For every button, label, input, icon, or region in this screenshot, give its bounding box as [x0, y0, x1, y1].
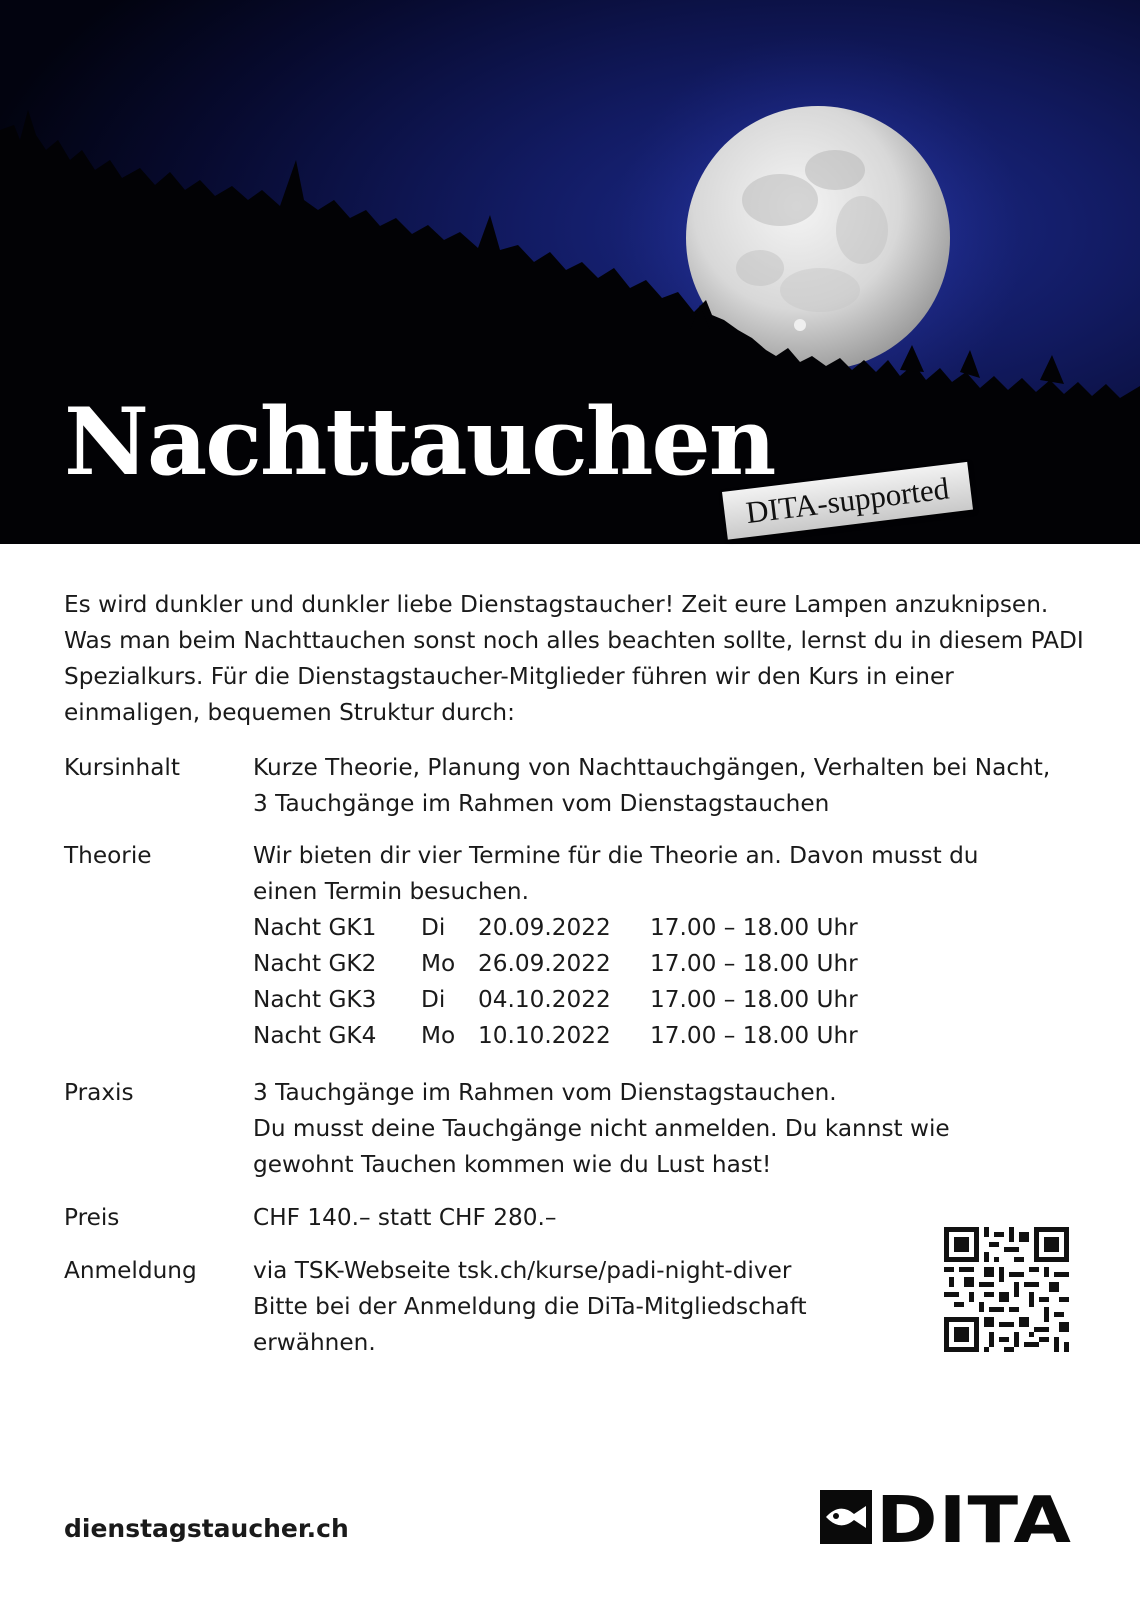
- theorie-text: Wir bieten dir vier Termine für die Theorie an. Davon musst du einen Termin besuchen.: [253, 842, 979, 905]
- schedule-date: 26.09.2022: [478, 950, 611, 977]
- anmeldung-note: Bitte bei der Anmeldung die DiTa-Mitgliedschaft erwähnen.: [253, 1293, 807, 1356]
- schedule-day: Di: [421, 914, 446, 941]
- praxis-label: Praxis: [64, 1079, 134, 1106]
- dita-supported-badge: DITA-supported: [722, 462, 973, 540]
- schedule-date: 20.09.2022: [478, 914, 611, 941]
- anmeldung-link[interactable]: via TSK-Webseite tsk.ch/kurse/padi-night-diver: [253, 1257, 792, 1284]
- schedule-course: Nacht GK1: [253, 914, 377, 941]
- intro-paragraph: Es wird dunkler und dunkler liebe Dienstagstaucher! Zeit eure Lampen anzuknipsen. Was man beim Nachttauchen sonst noch alles beachten sollte, lernst du in diesem PADI Spezialkurs. Für die Dienstagstaucher-Mitglieder führen wir den Kurs in einer einmaligen, bequemen Struktur durch:: [64, 591, 1084, 726]
- dita-logo: [820, 1490, 1074, 1544]
- praxis-line-1: 3 Tauchgänge im Rahmen vom Dienstagstauchen.: [253, 1079, 837, 1106]
- anmeldung-label: Anmeldung: [64, 1257, 197, 1284]
- praxis-line-2: Du musst deine Tauchgänge nicht anmelden. Du kannst wie gewohnt Tauchen kommen wie du Lust hast!: [253, 1115, 950, 1178]
- anmeldung-text: [253, 1253, 873, 1361]
- kursinhalt-text: Kurze Theorie, Planung von Nachttauchgängen, Verhalten bei Nacht, 3 Tauchgänge im Rahmen vom Dienstagstauchen: [253, 754, 1051, 817]
- preis-label: Preis: [64, 1204, 120, 1231]
- schedule-date: 10.10.2022: [478, 1022, 611, 1049]
- website-link[interactable]: dienstagstaucher.ch: [64, 1514, 349, 1543]
- praxis-text: [253, 1075, 1013, 1183]
- theorie-label: Theorie: [64, 842, 152, 869]
- kursinhalt-label: Kursinhalt: [64, 754, 180, 781]
- schedule-day: Mo: [421, 1022, 456, 1049]
- page-title: Nachttauchen: [64, 387, 775, 496]
- schedule-time: 17.00 – 18.00 Uhr: [650, 986, 858, 1013]
- schedule-time: 17.00 – 18.00 Uhr: [650, 1022, 858, 1049]
- qr-code[interactable]: [944, 1227, 1069, 1352]
- schedule-course: Nacht GK2: [253, 950, 377, 977]
- schedule-time: 17.00 – 18.00 Uhr: [650, 914, 858, 941]
- schedule-day: Di: [421, 986, 446, 1013]
- schedule-time: 17.00 – 18.00 Uhr: [650, 950, 858, 977]
- logo-wordmark: DITA: [876, 1490, 1072, 1544]
- schedule-course: Nacht GK3: [253, 986, 377, 1013]
- schedule-course: Nacht GK4: [253, 1022, 377, 1049]
- preis-text: CHF 140.– statt CHF 280.–: [253, 1204, 557, 1231]
- schedule-day: Mo: [421, 950, 456, 977]
- schedule-date: 04.10.2022: [478, 986, 611, 1013]
